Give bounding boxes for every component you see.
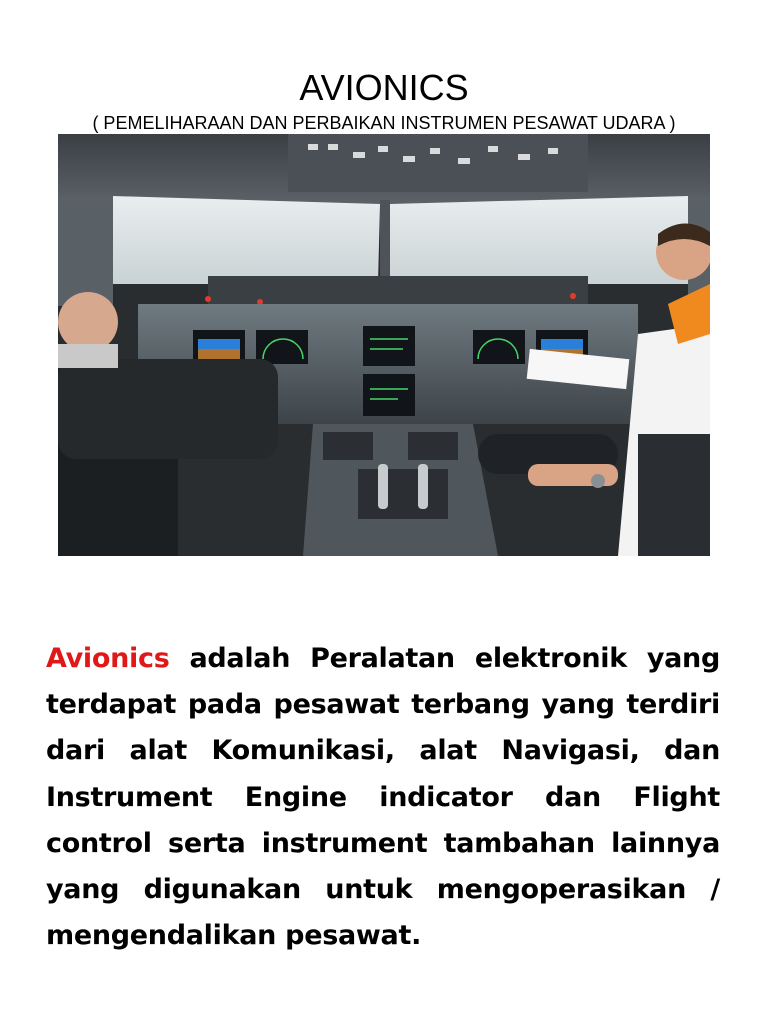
description-text: adalah Peralatan elektronik yang terdapat pada pesawat terbang yang terdiri dari alat Komunikasi, alat Navigasi, dan Instrument Engine indicator dan Flight control serta instrument tambahan lainnya yang digunakan untuk mengoperasikan / mengendalikan pesawat. bbox=[46, 643, 720, 952]
slide-title: AVIONICS bbox=[299, 67, 469, 108]
highlight-term: Avionics bbox=[46, 643, 170, 674]
slide-subtitle: ( PEMELIHARAAN DAN PERBAIKAN INSTRUMEN PESAWAT UDARA ) bbox=[92, 113, 676, 133]
description-paragraph bbox=[46, 636, 720, 959]
cockpit-photo bbox=[58, 134, 710, 556]
